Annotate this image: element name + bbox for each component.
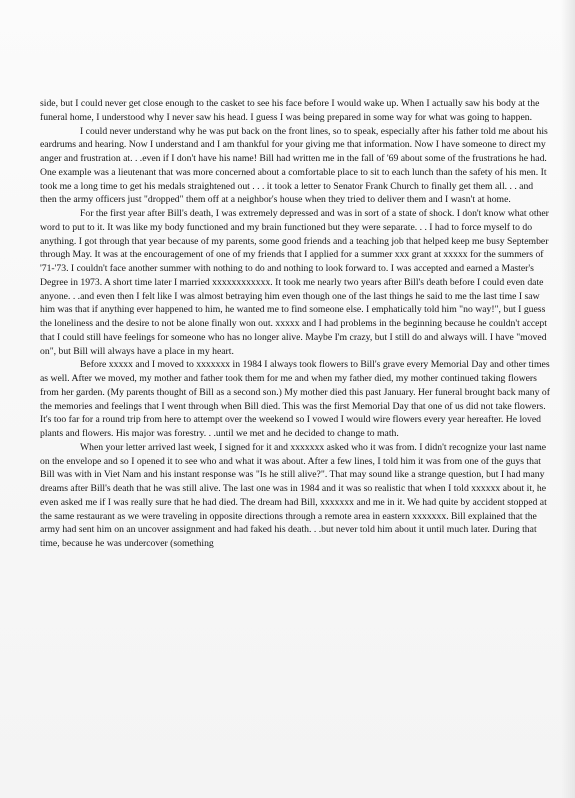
paragraph-3: For the first year after Bill's death, I was extremely depressed and was in sort of a state of shock. I don't know what other word to put to it. It was like my body functioned and my brain functioned but they were separate. . . I had to force myself to do anything. I got through that year because of my parents, some good friends and a teaching job that helped keep me busy September through May. It was at the encouragement of one of my friends that I applied for a summer xxx grant at xxxxx for the summers of '71-'73. I couldn't face another summer with nothing to do and nothing to look forward to. I was accepted and earned a Master's Degree in 1973. A short time later I married xxxxxxxxxxxx. It took me nearly two years after Bill's death before I could even date anyone. . .and even then I felt like I was almost betraying him even though one of the last things he said to me the last time I saw him was that if anything ever happened to him, he wanted me to find someone else. I emphatically told him "no way!", but I guess the loneliness and the desire to not be alone finally won out. xxxxx and I had problems in the beginning because he couldn't accept that I could still have feelings for someone who has no longer alive. Maybe I'm crazy, but I still do and always will. I have "moved on", but Bill will always have a place in my heart. [40,208,549,357]
letter-body [40,97,550,551]
paragraph-5: When your letter arrived last week, I signed for it and xxxxxxx asked who it was from. I didn't recognize your last name on the envelope and so I opened it to see who and what it was about. After a few lines, I told him it was from one of the guys that Bill was with in Viet Nam and his instant response was "Is he still alive?". That may sound like a strange question, but I had many dreams after Bill's death that he was still alive. The last one was in 1984 and it was so realistic that when I told xxxxxx about it, he even asked me if I was really sure that he had died. The dream had Bill, xxxxxxx and me in it. We had quite by accident stopped at the same restaurant as we were traveling in opposite directions through a remote area in eastern xxxxxxx. Bill explained that the army had sent him on an uncover assignment and had faked his death. . .but never told him about it until much later. During that time, because he was undercover (something [40,441,547,549]
paragraph-4: Before xxxxx and I moved to xxxxxxx in 1984 I always took flowers to Bill's grave every Memorial Day and other times as well. After we moved, my mother and father took them for me and when my father died, my mother continued taking flowers from her garden. (My parents thought of Bill as a second son.) My mother died this past January. Her funeral brought back many of the memories and feelings that I went through when Bill died. This was the first Memorial Day that one of us did not take flowers. It's too far for a round trip from here to attempt over the weekend so I vowed I would wire flowers every year hereafter. He loved plants and flowers. His major was forestry. . .until we met and he decided to change to math. [40,359,550,439]
scan-edge-shadow [561,0,575,798]
paragraph-2: I could never understand why he was put back on the front lines, so to speak, especially after his father told me about his eardrums and hearing. Now I understand and I am thankful for your giving me that information. Now I have someone to direct my anger and frustration at. . .even if I don't have his name! Bill had written me in the fall of '69 about some of the frustrations he had. One example was a lieutenant that was more concerned about a comfortable place to sit to each lunch than the safety of his men. It took me a long time to get his medals straightened out . . . it took a letter to Senator Frank Church to finally get them all. . . and then the army officers just "dropped" them off at a neighbor's house when they tried to deliver them and I wasn't at home. [40,125,548,206]
paragraph-1: side, but I could never get close enough to the casket to see his face before I would wake up. When I actually saw his body at the funeral home, I understood why I never saw his head. I guess I was being prepared in some way for what was going to happen. [40,98,540,123]
